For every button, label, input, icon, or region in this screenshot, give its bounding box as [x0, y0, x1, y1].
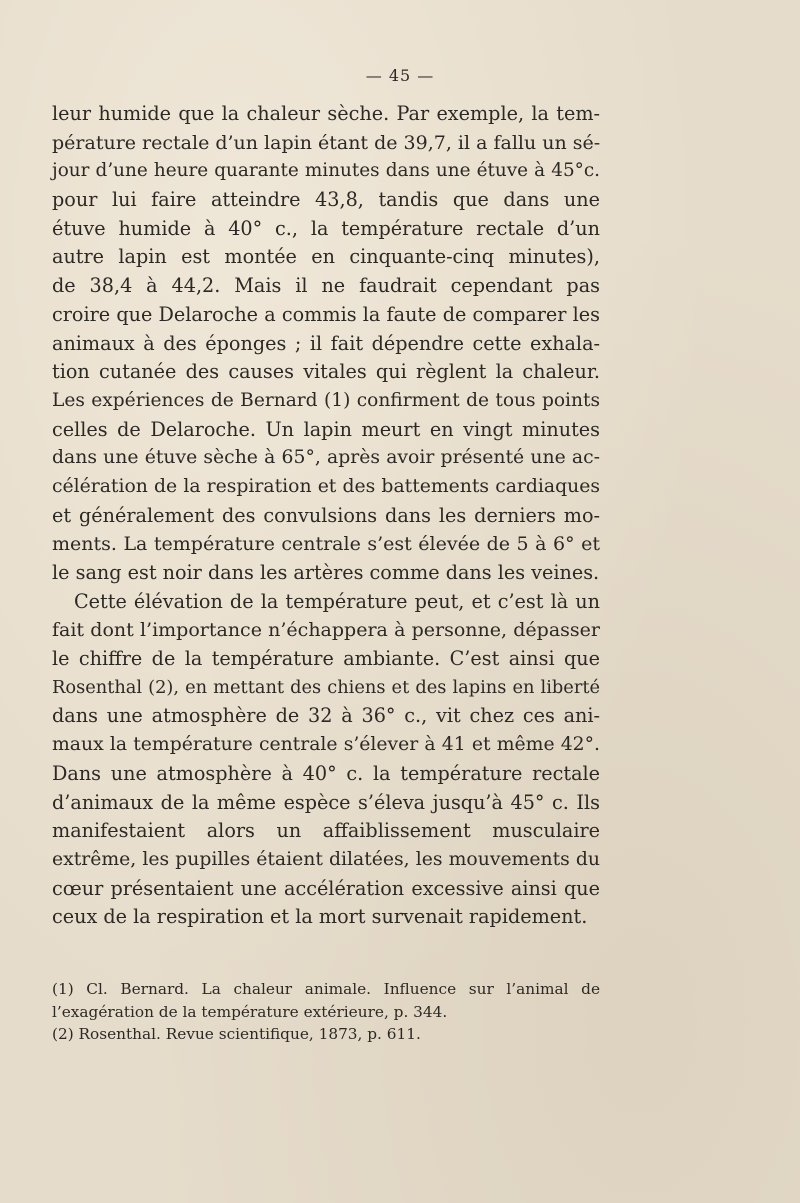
- text-line: autre lapin est montée en cinquante-cinq minutes),: [52, 245, 600, 269]
- text-line: le chiffre de la température ambiante. C’est ainsi que: [52, 647, 600, 671]
- text-line: dans une étuve sèche à 65°, après avoir présenté une ac-: [52, 447, 600, 469]
- paragraph-end-line: le sang est noir dans les artères comme dans les veines.: [52, 561, 600, 584]
- text-line: d’animaux de la même espèce s’éleva jusqu’à 45° c. Ils: [52, 790, 600, 814]
- text-line: cœur présentaient une accélération excessive ainsi que: [52, 876, 600, 900]
- text-line: de 38,4 à 44,2. Mais il ne faudrait cependant pas: [52, 274, 600, 298]
- text-line: étuve humide à 40° c., la température rectale d’un: [52, 216, 600, 240]
- page-number: — 45 —: [365, 66, 435, 85]
- text-line: Les expériences de Bernard (1) confirment de tous points: [52, 389, 600, 411]
- text-line: et généralement des convulsions dans les derniers mo-: [52, 503, 600, 527]
- text-line: célération de la respiration et des battements cardiaques: [52, 475, 600, 497]
- text-line: croire que Delaroche a commis la faute de comparer les: [52, 302, 600, 326]
- text-line: pour lui faire atteindre 43,8, tandis que dans une: [52, 188, 600, 212]
- text-line: ments. La température centrale s’est élevée de 5 à 6° et: [52, 533, 600, 556]
- text-line: manifestaient alors un affaiblissement musculaire: [52, 819, 600, 843]
- text-line: pérature rectale d’un lapin étant de 39,7, il a fallu un sé-: [52, 131, 601, 154]
- body-text: [52, 100, 600, 932]
- text-line: Dans une atmosphère à 40° c. la température rectale: [52, 761, 600, 785]
- text-line: jour d’une heure quarante minutes dans une étuve à 45°c.: [52, 160, 600, 182]
- footnotes: [52, 978, 600, 1046]
- footnote-line: (1) Cl. Bernard. La chaleur animale. Influence sur l’animal de: [52, 980, 600, 998]
- text-line: dans une atmosphère de 32 à 36° c., vit chez ces ani-: [52, 704, 600, 728]
- text-line: extrême, les pupilles étaient dilatées, les mouvements du: [52, 848, 600, 870]
- text-line: maux la température centrale s’élever à 41 et même 42°.: [52, 734, 600, 756]
- text-line: Rosenthal (2), en mettant des chiens et des lapins en liberté: [52, 676, 600, 698]
- text-line: animaux à des éponges ; il fait dépendre cette exhala-: [52, 331, 600, 355]
- paragraph-end-line: ceux de la respiration et la mort survenait rapidement.: [52, 905, 588, 929]
- text-line: fait dont l’importance n’échappera à personne, dépasser: [52, 619, 600, 642]
- text-line: tion cutanée des causes vitales qui règlent la chaleur.: [52, 360, 600, 384]
- footnote-line: l’exagération de la température extérieure, p. 344.: [52, 1002, 448, 1021]
- paragraph-start-line: Cette élévation de la température peut, et c’est là un: [74, 589, 600, 613]
- text-line: celles de Delaroche. Un lapin meurt en vingt minutes: [52, 417, 600, 441]
- footnote-line: (2) Rosenthal. Revue scientifique, 1873, p. 611.: [52, 1025, 421, 1043]
- text-line: leur humide que la chaleur sèche. Par exemple, la tem-: [52, 102, 600, 125]
